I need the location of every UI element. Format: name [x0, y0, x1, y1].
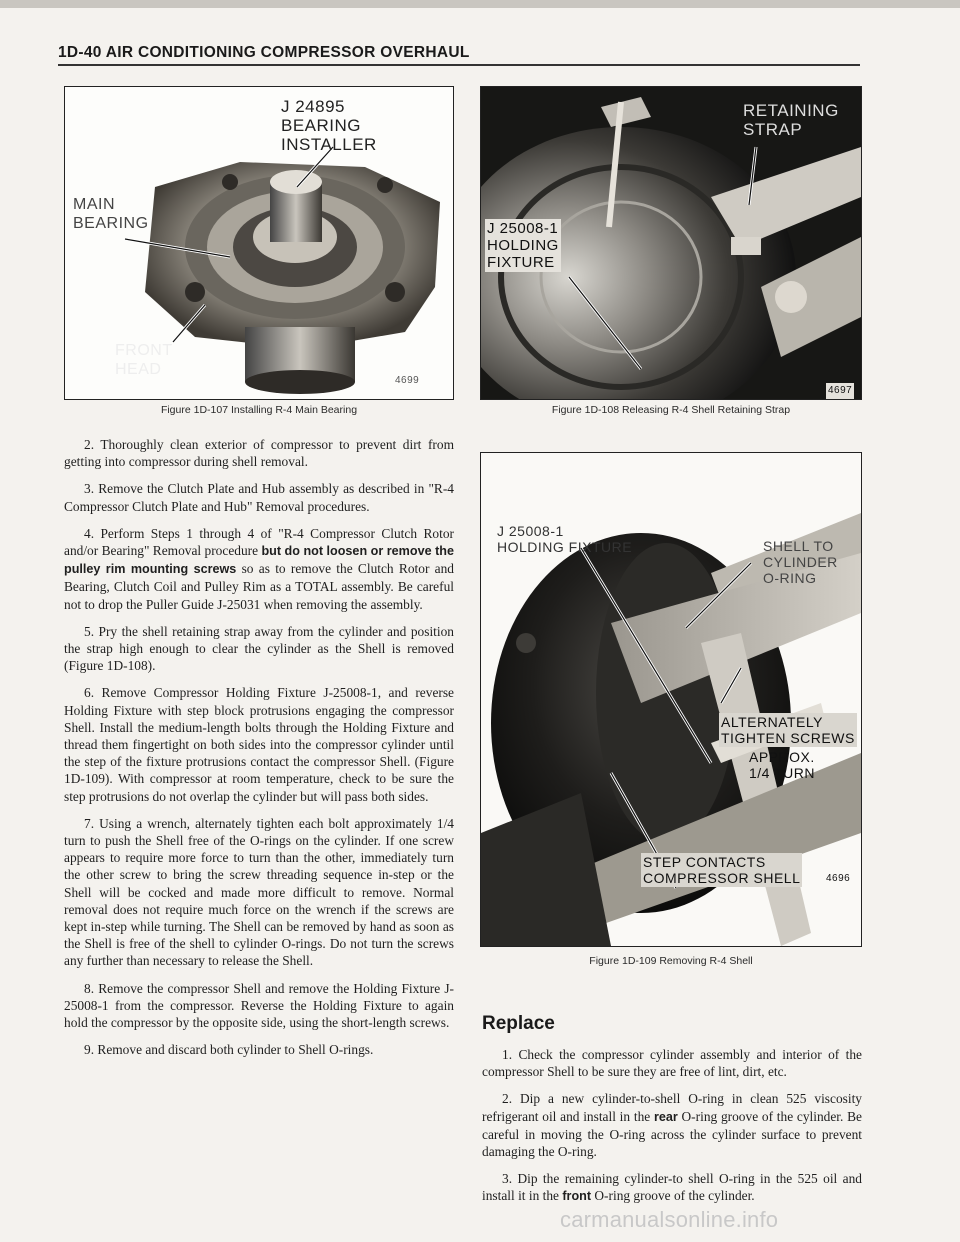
label-holding-fixture: J 25008-1 HOLDING FIXTURE: [497, 523, 633, 555]
figure-1d108: [480, 86, 862, 400]
section-title-replace: Replace: [482, 1013, 555, 1034]
top-edge-bar: [0, 0, 960, 8]
left-column-text: [64, 436, 454, 1069]
label-main-bearing: MAIN BEARING: [73, 196, 149, 232]
label-shell-to-cylinder-oring: SHELL TO CYLINDER O-RING: [763, 538, 838, 586]
step-5: 5. Pry the shell retaining strap away from the cylinder and position the strap high enough to clear the cylinder as the Shell is removed (Figure 1D-108).: [64, 623, 454, 674]
step-7: 7. Using a wrench, alternately tighten each bolt approximately 1/4 turn to push the Shell free of the O-rings on the cylinder. If one screw appears to require more force to turn than the other, immediately turn the other screw to bring the screw threading sequence in-step or the Shell will be cocked and made more difficult to remove. Normal removal does not require much force on the wrench if the screws are kept in-step while turning. The Shell can be removed by hand as soon as the Shell is free of the shell to cylinder O-rings. Do not turn the screws any further than necessary to release the Shell.: [64, 815, 454, 969]
page-header: 1D-40 AIR CONDITIONING COMPRESSOR OVERHAUL: [58, 44, 470, 61]
watermark: carmanualsonline.info: [560, 1207, 779, 1232]
label-front-head: FRONT HEAD: [115, 342, 173, 378]
step-6: 6. Remove Compressor Holding Fixture J-25008-1, and reverse Holding Fixture with step block protrusions engaging the compressor Shell. Install the medium-length bolts through the Holding Fixture and thread them fingertight on both sides into the compressor cylinder until the step of the fixture protrusions contact the compressor Shell. (Figure 1D-109). With compressor at room temperature, check to be sure the step protrusions do not overlap the cylinder but will pass both sides.: [64, 685, 454, 804]
replace-step-3: 3. Dip the remaining cylinder-to shell O-ring in the 525 oil and install it in the front O-ring groove of the cylinder.: [482, 1171, 862, 1204]
label-bearing-installer: J 24895 BEARING INSTALLER: [281, 97, 377, 154]
replace-step-2: 2. Dip a new cylinder-to-shell O-ring in clean 525 viscosity refrigerant oil and install in the rear O-ring groove of the cylinder. Be careful in moving the O-ring across the cylinder surface to prevent damaging the O-ring.: [482, 1091, 862, 1160]
figure-caption-1d108: Figure 1D-108 Releasing R-4 Shell Retaining Strap: [551, 404, 791, 416]
step-4: 4. Perform Steps 1 through 4 of "R-4 Compressor Clutch Rotor and/or Bearing" Removal procedure but do not loosen or remove the pulley rim mounting screws so as to remove the Clutch Rotor and Bearing, Clutch Coil and Pulley Rim as a TOTAL assembly. Be careful not to drop the Puller Guide J-25031 when removing the assembly.: [64, 525, 455, 612]
figure-1d107: [64, 86, 454, 400]
replace-step-2-emphasis: rear: [653, 1109, 678, 1124]
figure-caption-1d109: Figure 1D-109 Removing R-4 Shell: [589, 955, 753, 967]
figure-caption-1d107: Figure 1D-107 Installing R-4 Main Bearing: [160, 404, 358, 416]
header-rule: [58, 64, 860, 66]
step-9: 9. Remove and discard both cylinder to Shell O-rings.: [84, 1042, 374, 1058]
label-approx-quarter-turn: APPROX. 1/4 TURN: [749, 749, 815, 781]
label-holding-fixture: J 25008-1 HOLDING FIXTURE: [487, 220, 559, 271]
label-step-contacts: STEP CONTACTS COMPRESSOR SHELL: [643, 854, 801, 886]
replace-step-3-emphasis: front: [562, 1189, 592, 1204]
step-4-warning: but do not loosen or remove the pulley rim mounting screws: [64, 544, 454, 577]
step-8: 8. Remove the compressor Shell and remove the Holding Fixture J-25008-1 from the compressor. Reverse the Holding Fixture to again hold the compressor by the opposite side, using the short-length screws.: [64, 980, 454, 1031]
label-retaining-strap: RETAINING STRAP: [743, 101, 839, 139]
step-2: 2. Thoroughly clean exterior of compressor to prevent dirt from getting into compressor during shell removal.: [64, 437, 454, 470]
figure-number: 4696: [826, 873, 851, 884]
figure-1d109: [480, 452, 862, 947]
step-3: 3. Remove the Clutch Plate and Hub assembly as described in "R-4 Compressor Clutch Plate and Hub" Removal procedures.: [64, 481, 454, 514]
replace-steps: [482, 1046, 862, 1216]
label-alternately-tighten: ALTERNATELY TIGHTEN SCREWS: [721, 714, 855, 746]
replace-step-1: 1. Check the compressor cylinder assembly and interior of the compressor Shell to be sure they are free of lint, dirt, etc.: [482, 1047, 862, 1080]
figure-number: 4697: [826, 383, 854, 399]
figure-number: 4699: [395, 375, 420, 386]
